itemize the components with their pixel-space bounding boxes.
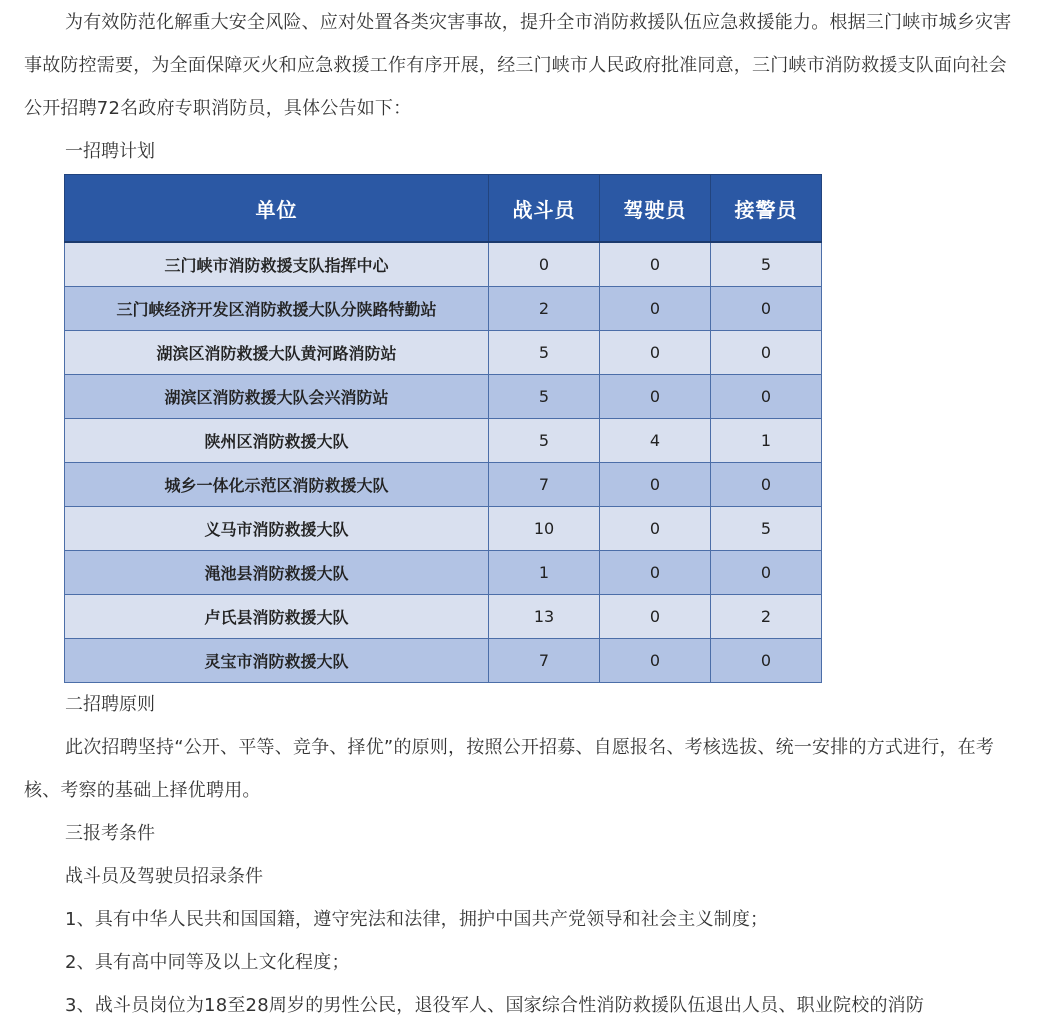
cell-fighter: 1 xyxy=(489,551,600,595)
article-body xyxy=(24,0,1014,1027)
cell-driver: 0 xyxy=(600,287,711,331)
cell-unit: 卢氏县消防救援大队 xyxy=(65,595,489,639)
cell-dispatcher: 5 xyxy=(711,242,822,287)
recruitment-table-container xyxy=(64,174,821,683)
cell-dispatcher: 0 xyxy=(711,551,822,595)
header-dispatcher: 接警员 xyxy=(711,175,822,243)
table-row xyxy=(65,419,822,463)
header-fighter: 战斗员 xyxy=(489,175,600,243)
cell-fighter: 13 xyxy=(489,595,600,639)
cell-fighter: 7 xyxy=(489,639,600,683)
cell-fighter: 0 xyxy=(489,242,600,287)
section-heading-requirements: 三报考条件 xyxy=(65,823,155,844)
cell-fighter: 10 xyxy=(489,507,600,551)
cell-dispatcher: 0 xyxy=(711,331,822,375)
cell-dispatcher: 0 xyxy=(711,463,822,507)
cell-dispatcher: 2 xyxy=(711,595,822,639)
table-row xyxy=(65,507,822,551)
principles-paragraph: 此次招聘坚持“公开、平等、竞争、择优”的原则，按照公开招募、自愿报名、考核选拔、统一安排的方式进行，在考核、考察的基础上择优聘用。 xyxy=(24,737,995,801)
cell-unit: 义马市消防救援大队 xyxy=(65,507,489,551)
recruitment-table xyxy=(64,174,822,683)
cell-dispatcher: 0 xyxy=(711,287,822,331)
intro-paragraph: 为有效防范化解重大安全风险、应对处置各类灾害事故，提升全市消防救援队伍应急救援能力。根据三门峡市城乡灾害事故防控需要，为全面保障灭火和应急救援工作有序开展，经三门峡市人民政府批准同意，三门峡市消防救援支队面向社会公开招聘72名政府专职消防员，具体公告如下： xyxy=(24,12,1012,119)
cell-driver: 0 xyxy=(600,595,711,639)
cell-fighter: 2 xyxy=(489,287,600,331)
cell-unit: 灵宝市消防救援大队 xyxy=(65,639,489,683)
cell-unit: 陕州区消防救援大队 xyxy=(65,419,489,463)
table-row xyxy=(65,242,822,287)
cell-dispatcher: 5 xyxy=(711,507,822,551)
table-row xyxy=(65,551,822,595)
cell-fighter: 7 xyxy=(489,463,600,507)
cell-unit: 城乡一体化示范区消防救援大队 xyxy=(65,463,489,507)
section-heading-principles: 二招聘原则 xyxy=(65,694,155,715)
cell-driver: 0 xyxy=(600,242,711,287)
cell-unit: 渑池县消防救援大队 xyxy=(65,551,489,595)
cell-driver: 0 xyxy=(600,331,711,375)
table-row xyxy=(65,595,822,639)
cell-driver: 0 xyxy=(600,551,711,595)
cell-dispatcher: 0 xyxy=(711,639,822,683)
table-row xyxy=(65,463,822,507)
cell-dispatcher: 0 xyxy=(711,375,822,419)
cell-fighter: 5 xyxy=(489,331,600,375)
table-row xyxy=(65,375,822,419)
cell-dispatcher: 1 xyxy=(711,419,822,463)
cell-driver: 0 xyxy=(600,463,711,507)
header-unit: 单位 xyxy=(65,175,489,243)
requirement-item: 3、战斗员岗位为18至28周岁的男性公民，退役军人、国家综合性消防救援队伍退出人员、职业院校的消防 xyxy=(65,995,925,1016)
cell-unit: 湖滨区消防救援大队会兴消防站 xyxy=(65,375,489,419)
cell-unit: 湖滨区消防救援大队黄河路消防站 xyxy=(65,331,489,375)
cell-unit: 三门峡市消防救援支队指挥中心 xyxy=(65,242,489,287)
requirement-item: 1、具有中华人民共和国国籍，遵守宪法和法律，拥护中国共产党领导和社会主义制度； xyxy=(65,909,769,930)
cell-driver: 0 xyxy=(600,639,711,683)
table-row xyxy=(65,287,822,331)
requirement-item: 2、具有高中同等及以上文化程度； xyxy=(65,952,350,973)
cell-driver: 0 xyxy=(600,375,711,419)
requirements-subheading: 战斗员及驾驶员招录条件 xyxy=(65,866,263,887)
cell-driver: 0 xyxy=(600,507,711,551)
table-header-row xyxy=(65,175,822,243)
cell-fighter: 5 xyxy=(489,419,600,463)
table-row xyxy=(65,639,822,683)
table-row xyxy=(65,331,822,375)
section-heading-recruitment-plan: 一招聘计划 xyxy=(65,141,155,162)
cell-driver: 4 xyxy=(600,419,711,463)
cell-fighter: 5 xyxy=(489,375,600,419)
header-driver: 驾驶员 xyxy=(600,175,711,243)
cell-unit: 三门峡经济开发区消防救援大队分陕路特勤站 xyxy=(65,287,489,331)
